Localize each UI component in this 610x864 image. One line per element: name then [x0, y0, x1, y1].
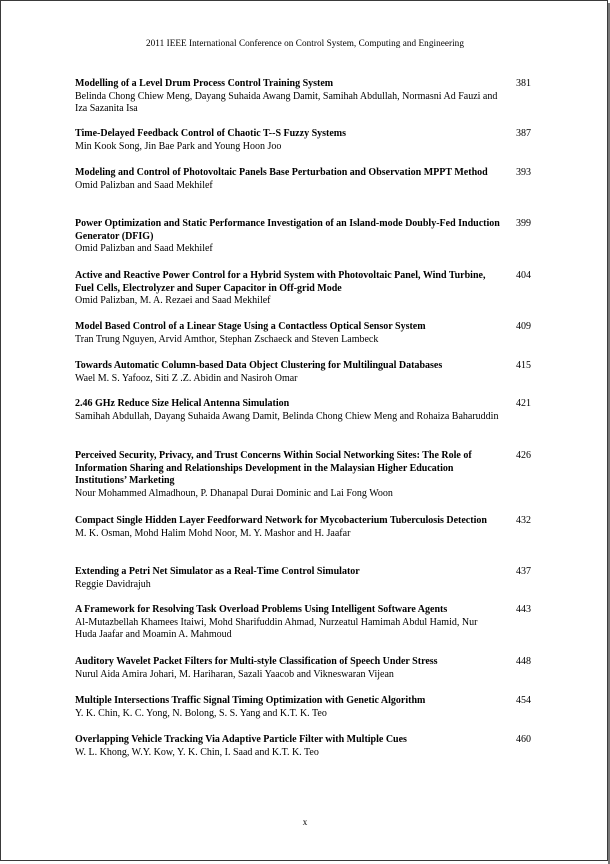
toc-entry[interactable] — [75, 450, 531, 500]
toc-entry[interactable] — [75, 604, 531, 642]
paper-authors: Omid Palizban, M. A. Rezaei and Saad Mekhilef — [75, 295, 271, 307]
paper-authors: Samihah Abdullah, Dayang Suhaida Awang Damit, Belinda Chong Chiew Meng and Rohaiza Baharuddin — [75, 410, 499, 422]
paper-title[interactable]: Modelling of a Level Drum Process Control Training System — [75, 78, 334, 89]
paper-authors: Al-Mutazbellah Khamees Itaiwi, Mohd Sharifuddin Ahmad, Nurzeatul Hamimah Abdul Hamid, Nur Huda Jaafar and Moamin A. Mahmoud — [75, 616, 478, 641]
paper-authors: Tran Trung Nguyen, Arvid Amthor, Stephan Zschaeck and Steven Lambeck — [75, 333, 379, 345]
page-number[interactable]: 454 — [516, 695, 531, 706]
paper-title[interactable]: Modeling and Control of Photovoltaic Panels Base Perturbation and Observation MPPT Method — [75, 167, 488, 178]
toc-entry[interactable] — [75, 78, 531, 116]
paper-title[interactable]: Time-Delayed Feedback Control of Chaotic T--S Fuzzy Systems — [75, 128, 347, 139]
toc-entry[interactable] — [75, 695, 531, 720]
paper-authors: Min Kook Song, Jin Bae Park and Young Hoon Joo — [75, 140, 282, 152]
paper-authors: Omid Palizban and Saad Mekhilef — [75, 243, 213, 255]
paper-title[interactable]: Auditory Wavelet Packet Filters for Multi-style Classification of Speech Under Stress — [75, 656, 438, 667]
paper-authors: Nour Mohammed Almadhoun, P. Dhanapal Durai Dominic and Lai Fong Woon — [75, 487, 393, 499]
toc-entry[interactable] — [75, 656, 531, 681]
toc-entry[interactable] — [75, 167, 531, 192]
toc-entry[interactable] — [75, 270, 531, 308]
paper-title[interactable]: Towards Automatic Column-based Data Object Clustering for Multilingual Databases — [75, 360, 443, 371]
paper-authors: Belinda Chong Chiew Meng, Dayang Suhaida Awang Damit, Samihah Abdullah, Normasni Ad Fauzi and Iza Sazanita Isa — [75, 90, 498, 115]
paper-title[interactable]: Compact Single Hidden Layer Feedforward Network for Mycobacterium Tuberculosis Detection — [75, 515, 487, 526]
paper-authors: M. K. Osman, Mohd Halim Mohd Noor, M. Y. Mashor and H. Jaafar — [75, 527, 351, 539]
page-number[interactable]: 421 — [516, 398, 531, 409]
paper-title[interactable]: Multiple Intersections Traffic Signal Timing Optimization with Genetic Algorithm — [75, 695, 426, 706]
paper-title[interactable]: Perceived Security, Privacy, and Trust Concerns Within Social Networking Sites: The Role of Information Sharing and Relationships Development in the Malaysian Higher Education Institutions’ Marketing — [75, 450, 472, 487]
toc-entry[interactable] — [75, 398, 531, 423]
conference-header: 2011 IEEE International Conference on Control System, Computing and Engineering — [146, 38, 464, 48]
toc-entry[interactable] — [75, 218, 531, 256]
toc-entry[interactable] — [75, 515, 531, 540]
paper-authors: Reggie Davidrajuh — [75, 578, 151, 590]
paper-title[interactable]: A Framework for Resolving Task Overload Problems Using Intelligent Software Agents — [75, 604, 448, 615]
toc-entry[interactable] — [75, 566, 531, 591]
page-number[interactable]: 443 — [516, 604, 531, 615]
toc-entry[interactable] — [75, 321, 531, 346]
toc-entry[interactable] — [75, 734, 531, 759]
page-number[interactable]: 393 — [516, 167, 531, 178]
page-number[interactable]: 437 — [516, 566, 531, 577]
toc-entry[interactable] — [75, 360, 531, 385]
paper-authors: Wael M. S. Yafooz, Siti Z .Z. Abidin and Nasiroh Omar — [75, 372, 298, 384]
page-number[interactable]: 432 — [516, 515, 531, 526]
paper-title[interactable]: Model Based Control of a Linear Stage Using a Contactless Optical Sensor System — [75, 321, 426, 332]
paper-authors: Omid Palizban and Saad Mekhilef — [75, 179, 213, 191]
page-number[interactable]: 381 — [516, 78, 531, 89]
page-number[interactable]: 409 — [516, 321, 531, 332]
page-footer-number: x — [302, 817, 308, 827]
paper-authors: Nurul Aida Amira Johari, M. Hariharan, Sazali Yaacob and Vikneswaran Vijean — [75, 668, 394, 680]
page-number[interactable]: 404 — [516, 270, 531, 281]
paper-title[interactable]: Overlapping Vehicle Tracking Via Adaptive Particle Filter with Multiple Cues — [75, 734, 407, 745]
page-number[interactable]: 448 — [516, 656, 531, 667]
paper-title[interactable]: 2.46 GHz Reduce Size Helical Antenna Simulation — [75, 398, 290, 409]
paper-title[interactable]: Power Optimization and Static Performance Investigation of an Island-mode Doubly-Fed Induction Generator (DFIG) — [75, 218, 500, 242]
page-number[interactable]: 399 — [516, 218, 531, 229]
paper-authors: Y. K. Chin, K. C. Yong, N. Bolong, S. S. Yang and K.T. K. Teo — [75, 707, 327, 719]
page-number[interactable]: 460 — [516, 734, 531, 745]
paper-title[interactable]: Active and Reactive Power Control for a Hybrid System with Photovoltaic Panel, Wind Turbine, Fuel Cells, Electrolyzer and Super Capacitor in Off-grid Mode — [75, 270, 486, 294]
paper-title[interactable]: Extending a Petri Net Simulator as a Real-Time Control Simulator — [75, 566, 360, 577]
paper-authors: W. L. Khong, W.Y. Kow, Y. K. Chin, I. Saad and K.T. K. Teo — [75, 746, 319, 758]
page-number[interactable]: 426 — [516, 450, 531, 461]
toc-entry[interactable] — [75, 128, 531, 153]
page-number[interactable]: 415 — [516, 360, 531, 371]
page-number[interactable]: 387 — [516, 128, 531, 139]
